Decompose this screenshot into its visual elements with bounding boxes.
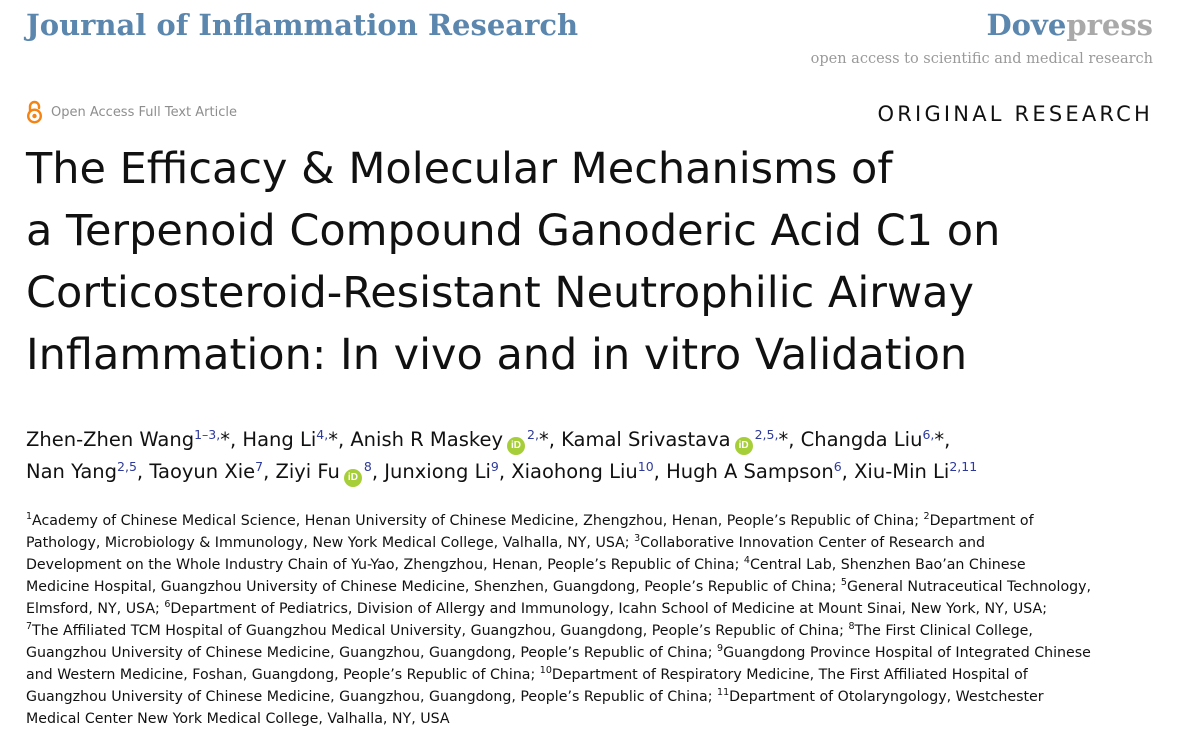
author-affiliation-ref[interactable]: 8	[363, 459, 372, 474]
equal-contribution-mark: *	[220, 428, 230, 451]
author-name: Xiu-Min Li	[854, 460, 950, 483]
affiliation-line	[26, 620, 1166, 642]
title-line: Inflammation: In vivo and in vitro Validation	[26, 330, 968, 380]
author-name: Changda Liu	[800, 428, 923, 451]
affiliation-text: Department of	[929, 513, 1034, 529]
affiliation-text: Medicine Hospital, Guangzhou University of Chinese Medicine, Shenzhen, Guangdong, People’s Republic of China;	[26, 579, 841, 595]
affiliation-line	[26, 532, 1166, 554]
author[interactable]	[26, 460, 137, 483]
author-separator: ,	[498, 460, 512, 483]
author-affiliation-ref[interactable]: 2,5,	[754, 427, 779, 442]
author-affiliation-ref[interactable]: 9	[490, 459, 499, 474]
equal-contribution-mark: *	[934, 428, 945, 451]
author-name: Hugh A Sampson	[666, 460, 834, 483]
affiliation-text: Pathology, Microbiology & Immunology, New York Medical College, Valhalla, NY, USA;	[26, 535, 635, 551]
author-separator: ,	[136, 460, 150, 483]
affiliation-text: The First Clinical College,	[854, 623, 1033, 639]
affiliation-text: Guangdong Province Hospital of Integrated Chinese	[723, 645, 1091, 661]
orcid-icon[interactable]: iD	[507, 437, 525, 455]
author-separator: ,	[788, 428, 801, 451]
author-affiliation-ref[interactable]: 1–3,	[194, 427, 221, 442]
author-affiliation-ref[interactable]: 6	[833, 459, 842, 474]
author-separator: ,	[371, 460, 385, 483]
affiliation-number: 10	[539, 665, 552, 676]
title-line: Corticosteroid-Resistant Neutrophilic Airway	[26, 268, 974, 318]
affiliation-text: Central Lab, Shenzhen Bao’an Chinese	[749, 557, 1026, 573]
affiliation-text: Guangzhou University of Chinese Medicine, Guangzhou, Guangdong, People’s Republic of China;	[26, 645, 718, 661]
author[interactable]	[511, 460, 653, 483]
author-line	[26, 456, 1166, 488]
author[interactable]	[242, 428, 338, 451]
affiliation-line	[26, 598, 1166, 620]
author-name: Hang Li	[242, 428, 317, 451]
affiliations	[26, 510, 1166, 730]
author-separator: ,	[653, 460, 667, 483]
author-name: Anish R Maskey	[350, 428, 503, 451]
affiliation-number: 6	[164, 599, 171, 610]
orcid-icon[interactable]: iD	[735, 437, 753, 455]
publisher-tagline: open access to scientific and medical research	[810, 51, 1153, 67]
equal-contribution-mark: *	[778, 428, 789, 451]
author-affiliation-ref[interactable]: 2,5	[117, 459, 137, 474]
author-separator: ,	[337, 428, 351, 451]
affiliation-text: General Nutraceutical Technology,	[846, 579, 1092, 595]
author[interactable]	[149, 460, 263, 483]
author-separator: ,	[230, 428, 243, 451]
affiliation-text: Elmsford, NY, USA;	[26, 601, 165, 617]
affiliation-number: 11	[717, 687, 730, 698]
affiliation-number: 9	[717, 643, 724, 654]
author[interactable]	[561, 428, 788, 451]
affiliation-number: 8	[848, 621, 855, 632]
affiliation-number: 3	[634, 533, 641, 544]
author[interactable]	[801, 428, 945, 451]
affiliation-text: Department of Otolaryngology, Westchester	[729, 689, 1044, 705]
affiliation-number: 7	[26, 621, 33, 632]
author[interactable]	[854, 460, 977, 483]
affiliation-text: Collaborative Innovation Center of Research and	[640, 535, 986, 551]
affiliation-line	[26, 708, 1166, 730]
open-access-lock-icon	[26, 100, 43, 124]
affiliation-line	[26, 664, 1166, 686]
author-affiliation-ref[interactable]: 2,11	[949, 459, 978, 474]
author[interactable]	[350, 428, 548, 451]
publisher-logo-press: press	[1066, 8, 1153, 42]
author-affiliation-ref[interactable]: 7	[255, 459, 264, 474]
author-name: Junxiong Li	[384, 460, 491, 483]
affiliation-number: 4	[743, 555, 750, 566]
affiliation-text: Guangzhou University of Chinese Medicine, Guangzhou, Guangdong, People’s Republic of China;	[26, 689, 718, 705]
author[interactable]	[384, 460, 499, 483]
author[interactable]	[666, 460, 842, 483]
author-separator: ,	[841, 460, 855, 483]
author-affiliation-ref[interactable]: 6,	[922, 427, 935, 442]
affiliation-text: Medical Center New York Medical College, Valhalla, NY, USA	[26, 711, 450, 727]
affiliation-line	[26, 576, 1166, 598]
publisher-logo	[987, 8, 1153, 42]
affiliation-text: Academy of Chinese Medical Science, Henan University of Chinese Medicine, Zhengzhou, Henan, People’s Republic of China;	[32, 513, 924, 529]
author-name: Nan Yang	[26, 460, 118, 483]
affiliation-line	[26, 554, 1166, 576]
paper-title	[26, 138, 1156, 386]
author-affiliation-ref[interactable]: 4,	[316, 427, 329, 442]
affiliation-text: Department of Pediatrics, Division of Allergy and Immunology, Icahn School of Medicine at Mount Sinai, New York, NY, USA;	[170, 601, 1047, 617]
affiliation-text: and Western Medicine, Foshan, Guangdong, People’s Republic of China;	[26, 667, 540, 683]
author-name: Kamal Srivastava	[561, 428, 731, 451]
title-line: The Efficacy & Molecular Mechanisms of	[26, 144, 893, 194]
author-name: Xiaohong Liu	[511, 460, 638, 483]
author-list	[26, 424, 1166, 488]
author[interactable]	[275, 460, 371, 483]
author-name: Zhen-Zhen Wang	[26, 428, 195, 451]
author-separator: ,	[263, 460, 276, 483]
affiliation-number: 2	[923, 511, 930, 522]
author-affiliation-ref[interactable]: 10	[637, 459, 654, 474]
open-access-label: Open Access Full Text Article	[51, 104, 237, 120]
orcid-icon[interactable]: iD	[344, 469, 362, 487]
author-name: Ziyi Fu	[275, 460, 340, 483]
article-type: ORIGINAL RESEARCH	[877, 102, 1153, 126]
author-separator: ,	[548, 428, 562, 451]
affiliation-text: Development on the Whole Industry Chain of Yu-Yao, Zhengzhou, Henan, People’s Republic of China;	[26, 557, 744, 573]
title-line: a Terpenoid Compound Ganoderic Acid C1 on	[26, 206, 1001, 256]
author-affiliation-ref[interactable]: 2,	[527, 427, 539, 442]
author[interactable]	[26, 428, 230, 451]
journal-title: Journal of Inflammation Research	[26, 8, 579, 42]
equal-contribution-mark: *	[328, 428, 338, 451]
affiliation-line	[26, 510, 1166, 532]
affiliation-number: 1	[26, 511, 33, 522]
author-name: Taoyun Xie	[149, 460, 256, 483]
open-access-row	[26, 100, 237, 124]
affiliation-text: Department of Respiratory Medicine, The First Affiliated Hospital of	[551, 667, 1028, 683]
author-line	[26, 424, 1166, 456]
author-separator: ,	[944, 428, 951, 451]
equal-contribution-mark: *	[538, 428, 549, 451]
affiliation-text: The Affiliated TCM Hospital of Guangzhou Medical University, Guangzhou, Guangdong, People’s Republic of China;	[32, 623, 849, 639]
affiliation-line	[26, 642, 1166, 664]
publisher-logo-dove: Dove	[986, 8, 1067, 42]
affiliation-number: 5	[840, 577, 847, 588]
affiliation-line	[26, 686, 1166, 708]
